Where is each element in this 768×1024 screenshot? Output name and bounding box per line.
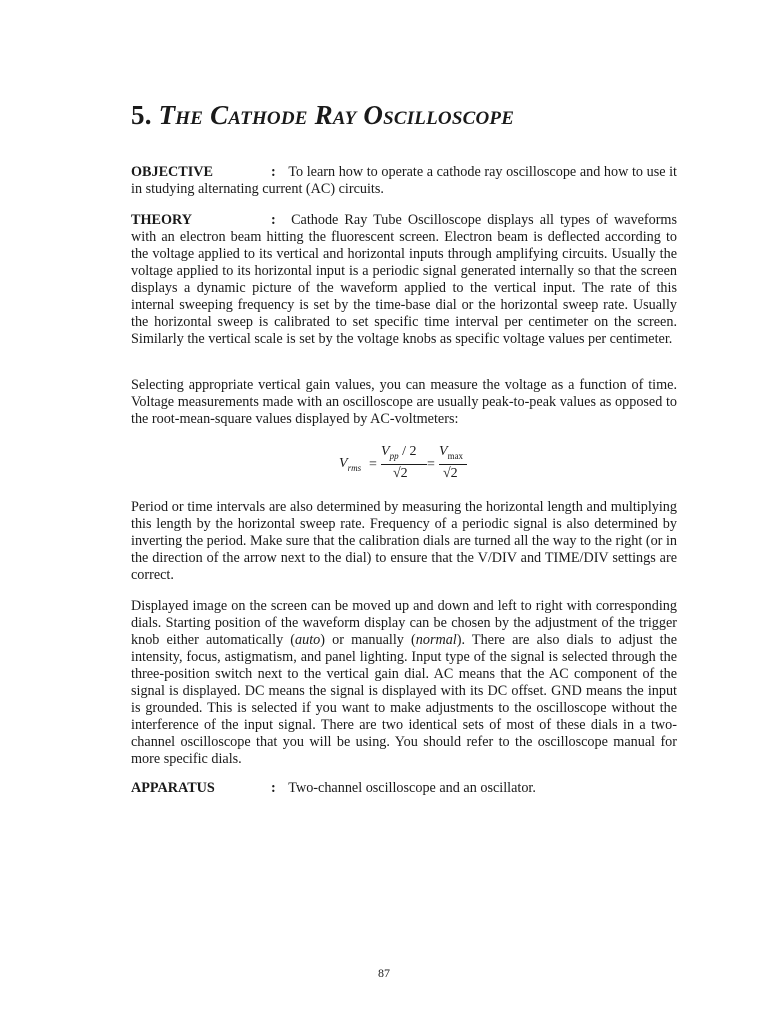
apparatus-colon: : bbox=[271, 780, 276, 796]
apparatus-text: Two-channel oscilloscope and an oscillator. bbox=[288, 780, 536, 796]
theory-text: Cathode Ray Tube Oscilloscope displays all types of waveforms with an electron beam hitting the fluorescent screen. Electron beam is deflected according to the voltage applied to its vertical and horizontal inputs through amplifying circuits. Usually the voltage applied to its horizontal input is a periodic signal generated internally so that the screen displays a dynamic picture of the waveform applied to the vertical input. The rate of this internal sweeping frequency is set by the time-base dial or the horizontal sweep rate. Usually the horizontal sweep is calibrated to set specific time interval per centimeter on the screen. Similarly the vertical scale is set by the voltage knobs as specific voltage values per centimeter. bbox=[131, 212, 677, 347]
apparatus-label: APPARATUS bbox=[131, 780, 215, 796]
theory-label: THEORY bbox=[131, 212, 192, 228]
objective-paragraph bbox=[131, 164, 677, 198]
eq-equals-2: = bbox=[427, 457, 435, 472]
theory-colon: : bbox=[271, 212, 276, 228]
period-paragraph: Period or time intervals are also determined by measuring the horizontal length and multiplying this length by the horizontal sweep rate. Frequency of a periodic signal is also determined by inverting the period. Make sure that the calibration dials are turned all the way to the right (or in the direction of the arrow next to the dial) to ensure that the V/DIV and TIME/DIV settings are correct. bbox=[131, 499, 677, 583]
objective-label: OBJECTIVE bbox=[131, 164, 213, 180]
section-number: 5. bbox=[131, 100, 152, 130]
voltage-paragraph: Selecting appropriate vertical gain values, you can measure the voltage as a function of time. Voltage measurements made with an oscilloscope are usually peak-to-peak values as opposed to the root-mean-square values displayed by AC-voltmeters: bbox=[131, 377, 677, 427]
eq-fraction-bar-1 bbox=[381, 464, 427, 465]
dials-paragraph: Displayed image on the screen can be moved up and down and left to right with corresponding dials. Starting position of the waveform display can be chosen by the adjustment of the trigger knob either automatically (auto) or manually (normal). There are also dials to adjust the intensity, focus, astigmatism, and panel lighting. Input type of the signal is selected through the three-position switch next to the vertical gain dial. AC means that the AC component of the signal is displayed. DC means the signal is displayed with its DC offset. GND means the input is grounded. This is selected if you want to make adjustments to the oscilloscope without the interference of the input signal. There are two identical sets of most of these dials in a two-channel oscilloscope that you will be using. You should refer to the oscilloscope manual for more specific dials. bbox=[131, 598, 678, 767]
vrms-equation bbox=[339, 444, 479, 488]
eq-lhs: $V_{rms}$ bbox=[339, 456, 362, 473]
section-title-text: The Cathode Ray Oscilloscope bbox=[158, 100, 515, 130]
section-title bbox=[131, 100, 514, 131]
eq-numerator-2: $V_{max}$ bbox=[439, 444, 464, 461]
objective-colon: : bbox=[271, 164, 276, 180]
eq-numerator-1: $V_{pp} / 2$ bbox=[381, 444, 417, 461]
eq-denominator-2: √2 bbox=[443, 466, 458, 481]
theory-paragraph bbox=[131, 212, 677, 348]
objective-text: To learn how to operate a cathode ray oscilloscope and how to use it in studying alternating current (AC) circuits. bbox=[131, 164, 677, 197]
page-number: 87 bbox=[378, 966, 390, 980]
apparatus-paragraph bbox=[131, 780, 677, 797]
eq-fraction-bar-2 bbox=[439, 464, 467, 465]
eq-denominator-1: √2 bbox=[393, 466, 408, 481]
eq-equals-1: = bbox=[369, 457, 377, 472]
